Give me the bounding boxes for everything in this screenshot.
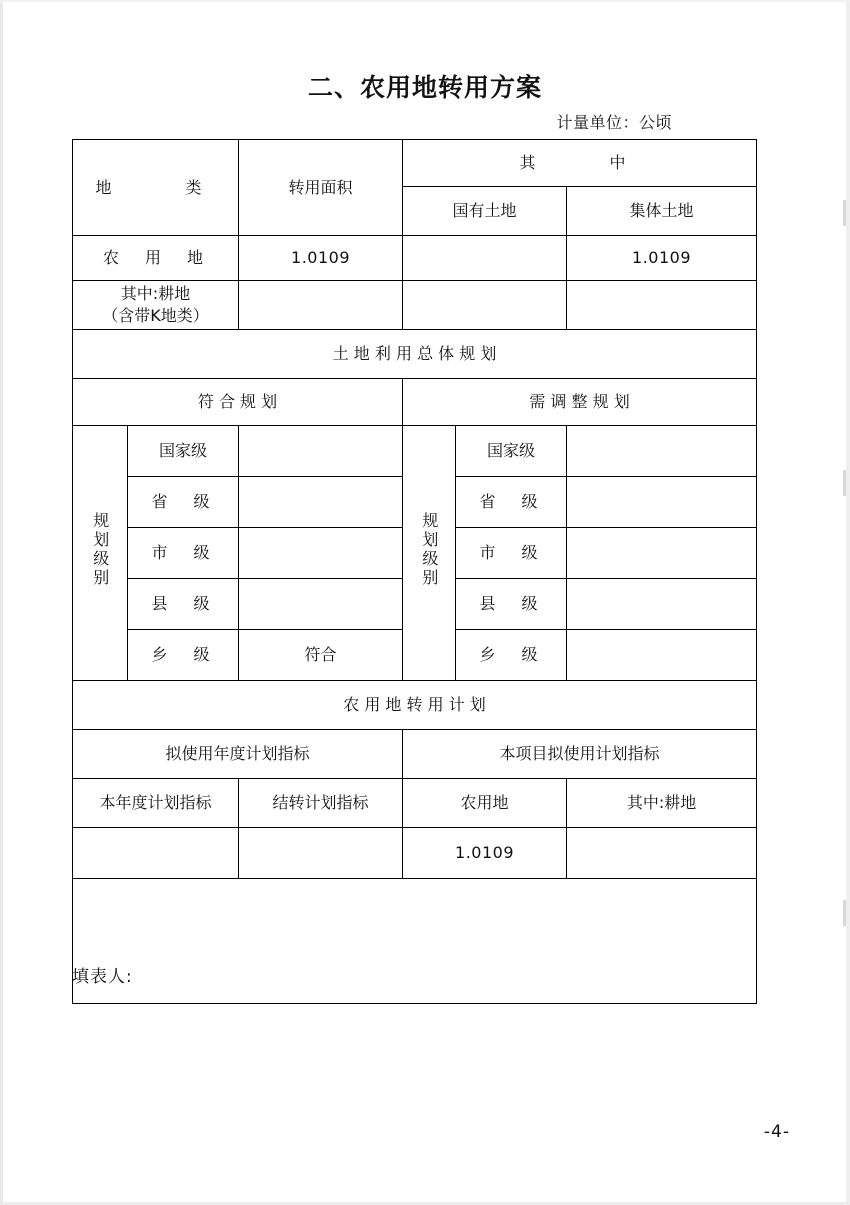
header-carryover-quota-label: 结转计划指标 <box>272 793 369 813</box>
plan-level-value-right-township[interactable] <box>567 630 757 681</box>
header-project-plan-quota <box>403 730 757 779</box>
table-row-plan-sub-headers <box>73 779 757 828</box>
header-conforming-plan <box>73 379 403 426</box>
row-label-cultivated-land <box>73 281 239 330</box>
table-band-conversion-plan <box>73 681 757 730</box>
plan-level-value-left-national[interactable] <box>239 426 403 477</box>
header-converted-area <box>239 140 403 236</box>
cell-agricultural-land-quota-value[interactable]: 1.0109 <box>403 828 567 879</box>
cell-cultivated-land-state-owned[interactable] <box>403 281 567 330</box>
header-land-type <box>73 140 239 236</box>
header-project-plan-quota-label: 本项目拟使用计划指标 <box>499 744 660 764</box>
plan-level-value-left-township[interactable]: 符合 <box>239 630 403 681</box>
plan-level-value-right-national[interactable] <box>567 426 757 477</box>
overall-land-use-plan-band <box>73 330 757 379</box>
plan-level-name-right-national-text: 国家级 <box>487 441 536 461</box>
row-label-agricultural-land <box>73 236 239 281</box>
plan-level-name-right-county <box>456 579 567 630</box>
header-collective-land <box>567 187 757 236</box>
plan-level-name-right-township <box>456 630 567 681</box>
page-number: -4- <box>763 1122 790 1142</box>
plan-level-value-left-municipal[interactable] <box>239 528 403 579</box>
measurement-unit-note: 计量单位：公顷 <box>556 113 672 132</box>
plan-level-name-right-township-text: 乡 级 <box>479 645 543 665</box>
plan-level-value-right-municipal[interactable] <box>567 528 757 579</box>
plan-level-name-right-county-text: 县 级 <box>479 594 543 614</box>
header-agricultural-land-quota-label: 农用地 <box>460 793 509 813</box>
plan-level-label-left-text: 规划级别 <box>90 512 110 589</box>
plan-level-name-right-provincial <box>456 477 567 528</box>
row-label-cultivated-land-line2: （含带K地类） <box>102 306 209 325</box>
table-row-plan-group-headers <box>73 730 757 779</box>
header-annual-plan-quota-label: 拟使用年度计划指标 <box>165 744 310 764</box>
cell-carryover-quota-value[interactable] <box>239 828 403 879</box>
header-carryover-quota <box>239 779 403 828</box>
header-state-owned-land <box>403 187 567 236</box>
agricultural-land-conversion-table <box>72 139 757 1004</box>
plan-level-label-right-text: 规划级别 <box>419 512 439 589</box>
preparer-label: 填表人: <box>72 967 133 987</box>
cell-agricultural-land-state-owned[interactable] <box>403 236 567 281</box>
cell-cultivated-land-converted-area[interactable] <box>239 281 403 330</box>
plan-level-value-left-county[interactable] <box>239 579 403 630</box>
scan-edge-right <box>846 0 850 1205</box>
header-conforming-plan-label: 符 合 规 划 <box>197 392 278 412</box>
header-needs-adjustment-plan-label: 需 调 整 规 划 <box>529 392 630 412</box>
header-current-year-quota-label: 本年度计划指标 <box>99 793 212 813</box>
table-row-plan-level-national <box>73 426 757 477</box>
plan-level-value-left-provincial[interactable] <box>239 477 403 528</box>
plan-level-name-left-municipal <box>128 528 239 579</box>
overall-land-use-plan-band-label: 土 地 利 用 总 体 规 划 <box>332 344 497 364</box>
scan-artifact <box>843 200 846 226</box>
header-state-owned-land-label: 国有土地 <box>452 201 517 221</box>
row-label-cultivated-land-line1: 其中:耕地 <box>120 284 191 304</box>
plan-level-name-left-county <box>128 579 239 630</box>
plan-level-name-left-provincial <box>128 477 239 528</box>
table-row-cultivated-land <box>73 281 757 330</box>
scan-artifact <box>843 470 846 496</box>
table-band-overall-land-use-plan <box>73 330 757 379</box>
scan-edge-top <box>0 0 850 2</box>
plan-level-name-left-national-text: 国家级 <box>159 441 208 461</box>
header-among-which <box>403 140 757 187</box>
plan-level-name-right-provincial-text: 省 级 <box>479 492 543 512</box>
header-land-type-label: 地 类 <box>95 177 216 197</box>
plan-level-name-left-township-text: 乡 级 <box>151 645 215 665</box>
plan-level-name-left-provincial-text: 省 级 <box>151 492 215 512</box>
plan-level-name-left-municipal-text: 市 级 <box>151 543 215 563</box>
page-title: 二、农用地转用方案 <box>307 73 542 102</box>
plan-level-name-left-township <box>128 630 239 681</box>
plan-level-label-left <box>73 426 128 681</box>
plan-level-value-right-provincial[interactable] <box>567 477 757 528</box>
cell-cultivated-land-quota-value[interactable] <box>567 828 757 879</box>
cell-current-year-quota-value[interactable] <box>73 828 239 879</box>
cell-agricultural-land-collective[interactable]: 1.0109 <box>567 236 757 281</box>
table-header-row-1 <box>73 140 757 187</box>
header-agricultural-land-quota <box>403 779 567 828</box>
header-converted-area-label: 转用面积 <box>288 177 353 197</box>
header-current-year-quota <box>73 779 239 828</box>
header-cultivated-land-quota-label: 其中:耕地 <box>626 793 697 813</box>
header-among-which-label: 其 中 <box>519 153 640 173</box>
plan-level-name-left-national <box>128 426 239 477</box>
plan-level-name-left-county-text: 县 级 <box>151 594 215 614</box>
plan-level-value-right-county[interactable] <box>567 579 757 630</box>
cell-agricultural-land-converted-area[interactable]: 1.0109 <box>239 236 403 281</box>
plan-level-name-right-municipal <box>456 528 567 579</box>
table-row-plan-values <box>73 828 757 879</box>
header-annual-plan-quota <box>73 730 403 779</box>
plan-level-name-right-municipal-text: 市 级 <box>479 543 543 563</box>
table-row-agricultural-land <box>73 236 757 281</box>
conversion-plan-band <box>73 681 757 730</box>
plan-level-label-right <box>403 426 456 681</box>
header-collective-land-label: 集体土地 <box>629 201 694 221</box>
table-row-notes <box>73 879 757 1004</box>
conversion-plan-band-label: 农 用 地 转 用 计 划 <box>343 695 486 715</box>
cell-cultivated-land-collective[interactable] <box>567 281 757 330</box>
table-row-plan-columns <box>73 379 757 426</box>
scan-artifact <box>843 900 846 926</box>
header-cultivated-land-quota <box>567 779 757 828</box>
notes-cell[interactable] <box>73 879 757 1004</box>
plan-level-name-right-national <box>456 426 567 477</box>
header-needs-adjustment-plan <box>403 379 757 426</box>
scan-edge-left <box>0 0 3 1205</box>
row-label-agricultural-land-text: 农 用 地 <box>103 248 209 268</box>
